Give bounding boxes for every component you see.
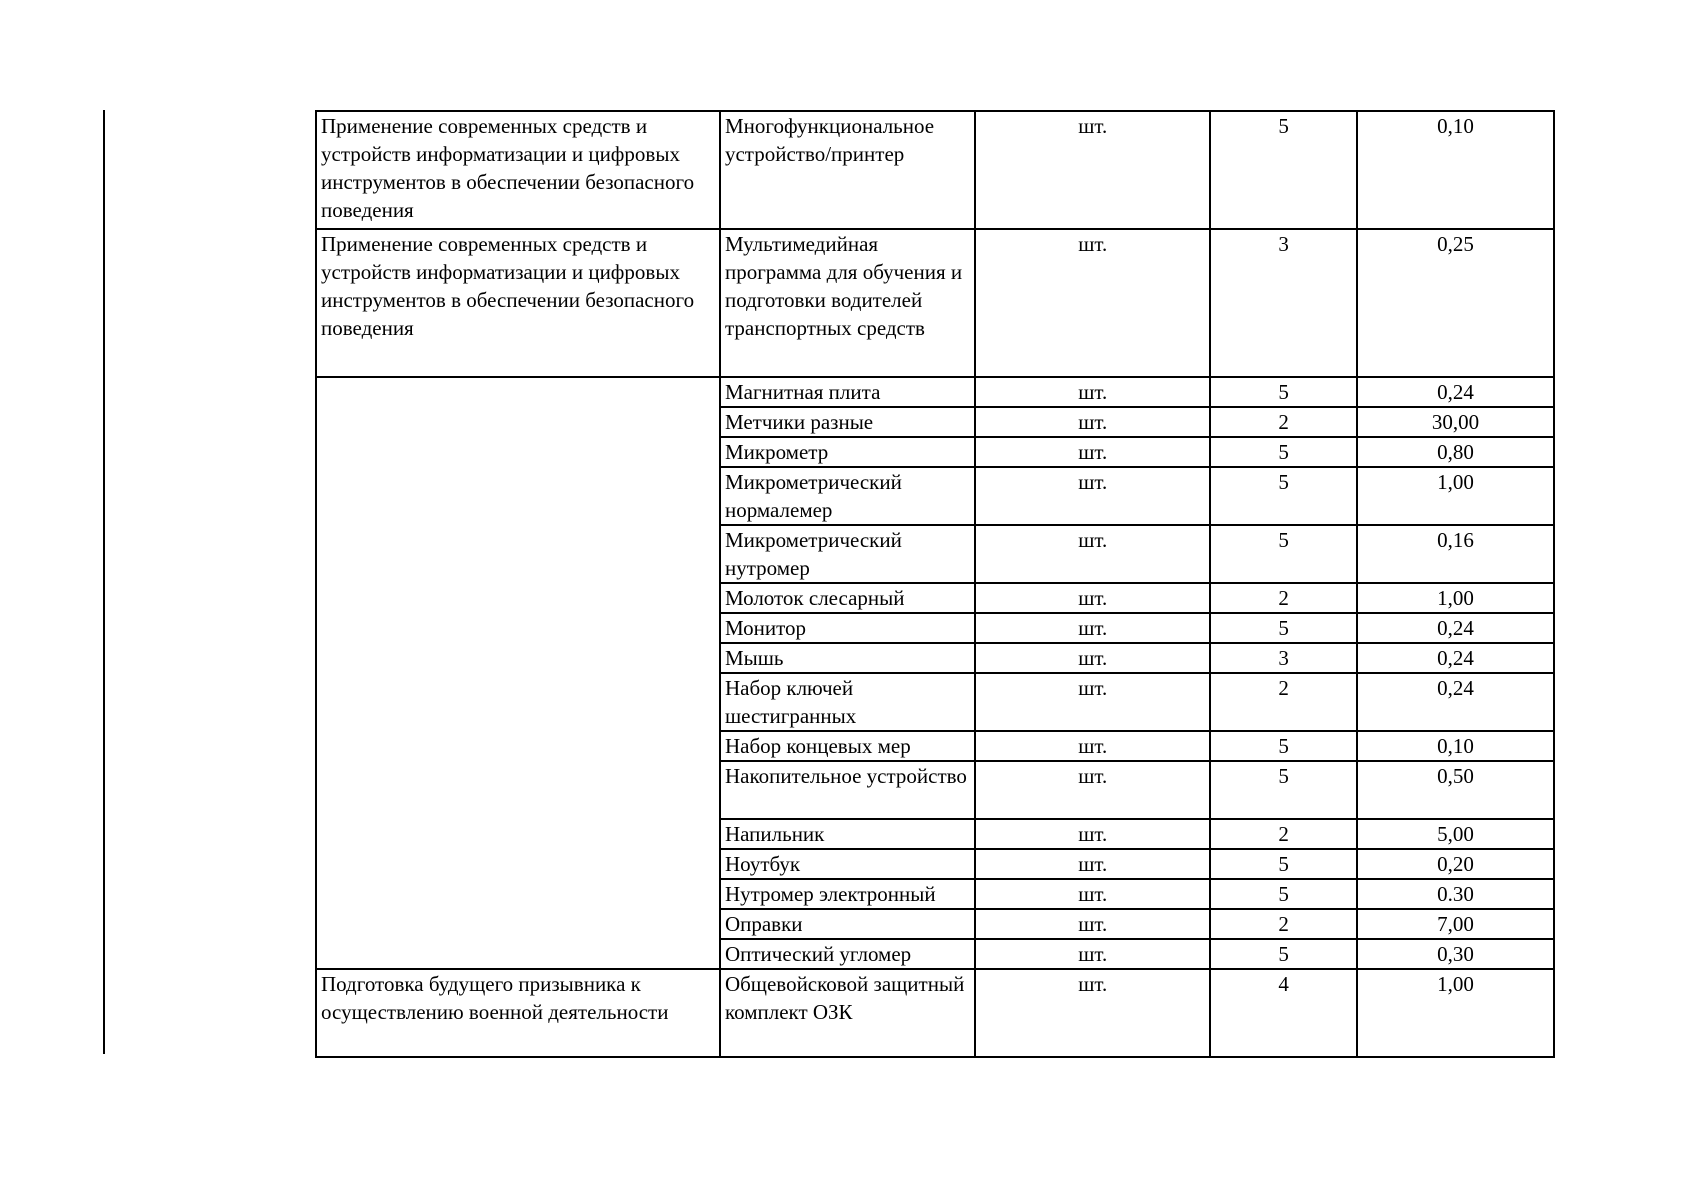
- quantity-cell: 2: [1210, 909, 1357, 939]
- quantity-cell: 5: [1210, 525, 1357, 583]
- unit-cell: шт.: [975, 377, 1210, 407]
- section-cell: [316, 377, 720, 969]
- item-name-cell: Напильник: [720, 819, 975, 849]
- quantity-cell: 5: [1210, 111, 1357, 229]
- item-name-cell: Накопительное устройство: [720, 761, 975, 819]
- value-cell: 0,16: [1357, 525, 1554, 583]
- unit-cell: шт.: [975, 229, 1210, 377]
- table-row: [316, 111, 1554, 229]
- value-cell: 7,00: [1357, 909, 1554, 939]
- unit-cell: шт.: [975, 909, 1210, 939]
- unit-cell: шт.: [975, 849, 1210, 879]
- unit-cell: шт.: [975, 761, 1210, 819]
- section-cell: Подготовка будущего призывника к осуществлению военной деятельности: [316, 969, 720, 1057]
- value-cell: 0,24: [1357, 643, 1554, 673]
- value-cell: 5,00: [1357, 819, 1554, 849]
- table-row: [316, 969, 1554, 1057]
- unit-cell: шт.: [975, 525, 1210, 583]
- item-name-cell: Нутромер электронный: [720, 879, 975, 909]
- value-cell: 30,00: [1357, 407, 1554, 437]
- item-name-cell: Набор ключей шестигранных: [720, 673, 975, 731]
- unit-cell: шт.: [975, 819, 1210, 849]
- value-cell: 0,24: [1357, 613, 1554, 643]
- quantity-cell: 2: [1210, 407, 1357, 437]
- quantity-cell: 5: [1210, 939, 1357, 969]
- quantity-cell: 2: [1210, 583, 1357, 613]
- value-cell: 0,20: [1357, 849, 1554, 879]
- item-name-cell: Микрометр: [720, 437, 975, 467]
- value-cell: 0,80: [1357, 437, 1554, 467]
- unit-cell: шт.: [975, 969, 1210, 1057]
- unit-cell: шт.: [975, 731, 1210, 761]
- item-name-cell: Микрометрический нутромер: [720, 525, 975, 583]
- unit-cell: шт.: [975, 111, 1210, 229]
- quantity-cell: 2: [1210, 819, 1357, 849]
- item-name-cell: Монитор: [720, 613, 975, 643]
- item-name-cell: Ноутбук: [720, 849, 975, 879]
- item-name-cell: Общевойсковой защитный комплект ОЗК: [720, 969, 975, 1057]
- item-name-cell: Микрометрический нормалемер: [720, 467, 975, 525]
- unit-cell: шт.: [975, 437, 1210, 467]
- quantity-cell: 5: [1210, 377, 1357, 407]
- quantity-cell: 2: [1210, 673, 1357, 731]
- unit-cell: шт.: [975, 407, 1210, 437]
- unit-cell: шт.: [975, 613, 1210, 643]
- value-cell: 0.30: [1357, 879, 1554, 909]
- quantity-cell: 5: [1210, 437, 1357, 467]
- value-cell: 0,50: [1357, 761, 1554, 819]
- quantity-cell: 3: [1210, 643, 1357, 673]
- quantity-cell: 5: [1210, 761, 1357, 819]
- item-name-cell: Молоток слесарный: [720, 583, 975, 613]
- value-cell: 0,24: [1357, 377, 1554, 407]
- value-cell: 1,00: [1357, 583, 1554, 613]
- table-row: [316, 377, 1554, 407]
- section-cell: Применение современных средств и устройств информатизации и цифровых инструментов в обеспечении безопасного поведения: [316, 229, 720, 377]
- quantity-cell: 5: [1210, 879, 1357, 909]
- quantity-cell: 5: [1210, 849, 1357, 879]
- item-name-cell: Метчики разные: [720, 407, 975, 437]
- item-name-cell: Оправки: [720, 909, 975, 939]
- unit-cell: шт.: [975, 939, 1210, 969]
- unit-cell: шт.: [975, 643, 1210, 673]
- value-cell: 1,00: [1357, 467, 1554, 525]
- unit-cell: шт.: [975, 879, 1210, 909]
- item-name-cell: Магнитная плита: [720, 377, 975, 407]
- quantity-cell: 4: [1210, 969, 1357, 1057]
- quantity-cell: 5: [1210, 467, 1357, 525]
- equipment-table: [315, 110, 1555, 1058]
- item-name-cell: Многофункциональное устройство/принтер: [720, 111, 975, 229]
- section-cell: Применение современных средств и устройств информатизации и цифровых инструментов в обеспечении безопасного поведения: [316, 111, 720, 229]
- value-cell: 0,10: [1357, 731, 1554, 761]
- quantity-cell: 5: [1210, 731, 1357, 761]
- item-name-cell: Мультимедийная программа для обучения и подготовки водителей транспортных средств: [720, 229, 975, 377]
- quantity-cell: 5: [1210, 613, 1357, 643]
- page-margin-line: [103, 110, 105, 1054]
- unit-cell: шт.: [975, 583, 1210, 613]
- table-row: [316, 229, 1554, 377]
- value-cell: 0,30: [1357, 939, 1554, 969]
- value-cell: 0,25: [1357, 229, 1554, 377]
- item-name-cell: Набор концевых мер: [720, 731, 975, 761]
- value-cell: 1,00: [1357, 969, 1554, 1057]
- item-name-cell: Оптический угломер: [720, 939, 975, 969]
- value-cell: 0,10: [1357, 111, 1554, 229]
- value-cell: 0,24: [1357, 673, 1554, 731]
- unit-cell: шт.: [975, 673, 1210, 731]
- item-name-cell: Мышь: [720, 643, 975, 673]
- quantity-cell: 3: [1210, 229, 1357, 377]
- unit-cell: шт.: [975, 467, 1210, 525]
